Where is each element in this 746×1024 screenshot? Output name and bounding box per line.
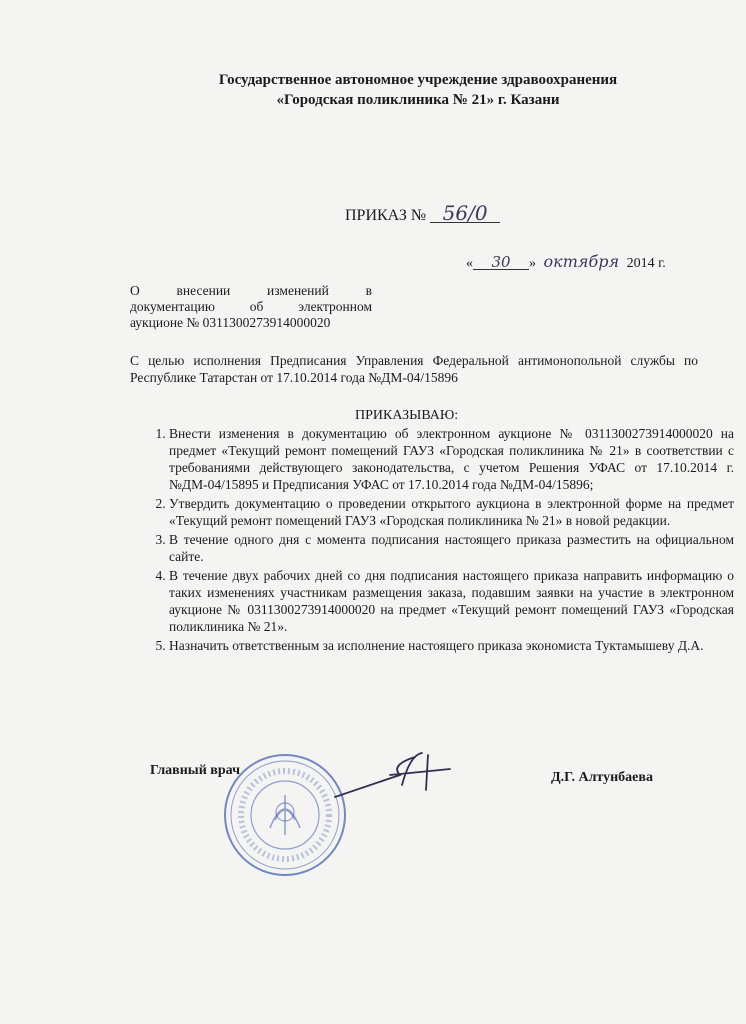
order-title — [345, 201, 500, 225]
date-month: октября — [543, 252, 620, 271]
order-item: 2. Утвердить документацию о проведении открытого аукциона в электронной форме на предмет «Текущий ремонт помещений ГАУЗ «Городская поликлиника № 21» в новой редакции. — [169, 495, 734, 529]
order-item: 3. В течение одного дня с момента подписания настоящего приказа разместить на официальном сайте. — [169, 531, 734, 565]
order-subject — [130, 283, 372, 331]
date-day: 30 — [473, 255, 529, 270]
order-date — [466, 252, 666, 272]
subject-line2: документацию об электронном — [130, 299, 372, 314]
date-year: 2014 г. — [626, 256, 666, 271]
subject-line3: аукционе № 0311300273914000020 — [130, 315, 331, 330]
subject-line1: О внесении изменений в — [130, 283, 372, 298]
signatory-role: Главный врач — [150, 763, 240, 778]
order-label: ПРИКАЗ № — [345, 207, 427, 224]
order-items-list — [132, 425, 734, 656]
institution-name-line2: «Городская поликлиника № 21» г. Казани — [276, 92, 560, 108]
order-item: 4. В течение двух рабочих дней со дня подписания настоящего приказа направить информацию о таких изменениях участникам размещения заказа, подавшим заявки на участие в электронном аукционе № 0311300273914000020 на предмет «Текущий ремонт помещений ГАУЗ «Городская поликлиника № 21». — [169, 567, 734, 635]
orders-heading: ПРИКАЗЫВАЮ: — [355, 408, 459, 423]
order-item: 5. Назначить ответственным за исполнение настоящего приказа экономиста Туктамышеву Д.А. — [169, 637, 734, 654]
date-close-quote: » — [529, 256, 536, 271]
order-item: 1. Внести изменения в документацию об электронном аукционе № 0311300273914000020 на предмет «Текущий ремонт помещений ГАУЗ «Городская поликлиника № 21» в соответствии с требованиями действующего законодательства, с учетом Решения УФАС от 17.10.2014 г. №ДМ-04/15895 и Предписания УФАС от 17.10.2014 года №ДМ-04/15896; — [169, 425, 734, 493]
signatory-name: Д.Г. Алтунбаева — [551, 770, 653, 785]
order-number: 56/0 — [430, 204, 500, 223]
purpose-paragraph: С целью исполнения Предписания Управления Федеральной антимонопольной службы по Республике Татарстан от 17.10.2014 года №ДМ-04/15896 — [130, 353, 698, 385]
date-open-quote: « — [466, 256, 473, 271]
signature-icon — [330, 745, 470, 805]
institution-name-line1: Государственное автономное учреждение здравоохранения — [218, 72, 618, 88]
